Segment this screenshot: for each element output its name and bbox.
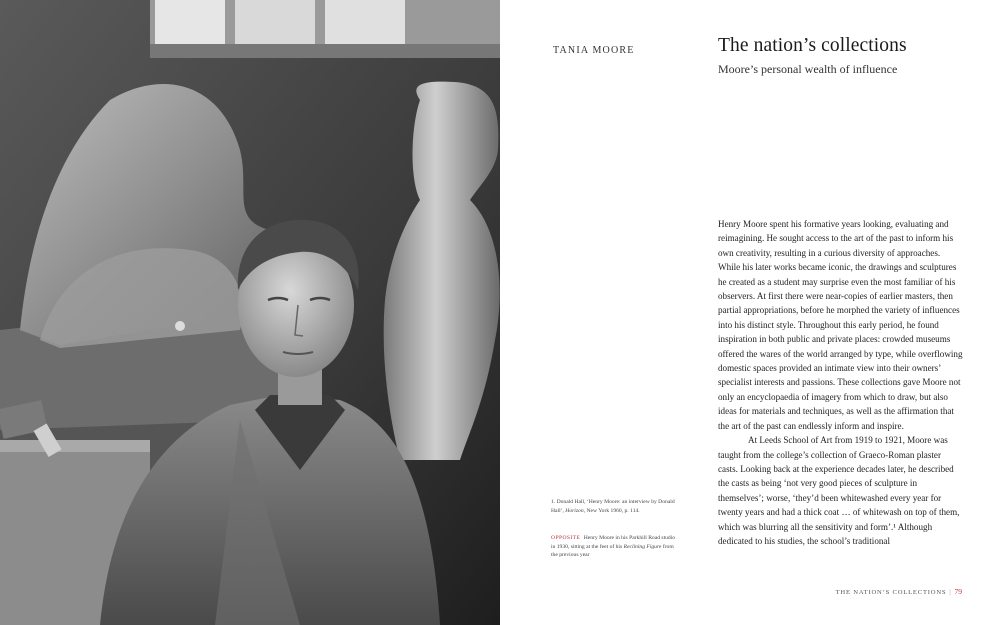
page-number: 79 bbox=[954, 587, 962, 596]
caption-text-end: from the previous year bbox=[551, 543, 674, 559]
footnote bbox=[551, 498, 676, 515]
footnote-text-end: , New York 1960, p. 114. bbox=[583, 507, 640, 514]
caption-artwork-title: Reclining Figure bbox=[623, 543, 662, 550]
body-paragraph: At Leeds School of Art from 1919 to 1921, Moore was taught from the college’s collection of Graeco-Roman plaster casts. Looking back at the experience decades later, he described the casts as being ‘not very good pieces of sculpture in themselves’; worse, ‘they’d been whitewashed every year for twenty years and had a thick coat … of whitewash on top of them, which was blurring all the sensitivity and form’.¹ Although dedicated to his studies, the school’s traditional bbox=[718, 435, 960, 546]
footer-section-title: THE NATION’S COLLECTIONS bbox=[835, 589, 947, 596]
author-name: TANIA MOORE bbox=[553, 45, 635, 56]
caption-label: OPPOSITE bbox=[551, 535, 581, 541]
body-text bbox=[718, 217, 963, 548]
footer-separator: | bbox=[949, 589, 952, 596]
footnote-publication: Horizon bbox=[565, 507, 584, 514]
footnote-text: 1. Donald Hall, ‘Henry Moore: an interview by Donald Hall’, bbox=[551, 499, 675, 514]
photo-caption bbox=[551, 534, 679, 560]
caption-text: Henry Moore in his Parkhill Road studio in 1930, sitting at the feet of his bbox=[551, 535, 676, 550]
chapter-title: The nation’s collections bbox=[718, 35, 907, 56]
body-paragraph: Henry Moore spent his formative years looking, evaluating and reimagining. He sought access to the art of the past to inform his own creativity, resulting in a curious diversity of approaches. While his later works became iconic, the drawings and sculptures he created as a student may surprise even the most familiar of his observers. At first there were near-copies of earlier masters, then partial appropriations, before he morphed the variety of influences into his distinct style. Throughout this early period, he found inspiration in both public and private places: crowded museums offered the wares of the world arranged by type, while overflowing domestic spaces provided an intimate view into their owners’ specialist interests and passions. These collections gave Moore not only an encyclopaedia of imagery from which to draw, but also ideas for materials and techniques, as well as the affirmation that the art of the past can endlessly inform and inspire. bbox=[718, 219, 963, 431]
running-footer bbox=[836, 587, 962, 596]
chapter-subtitle: Moore’s personal wealth of influence bbox=[718, 62, 898, 76]
